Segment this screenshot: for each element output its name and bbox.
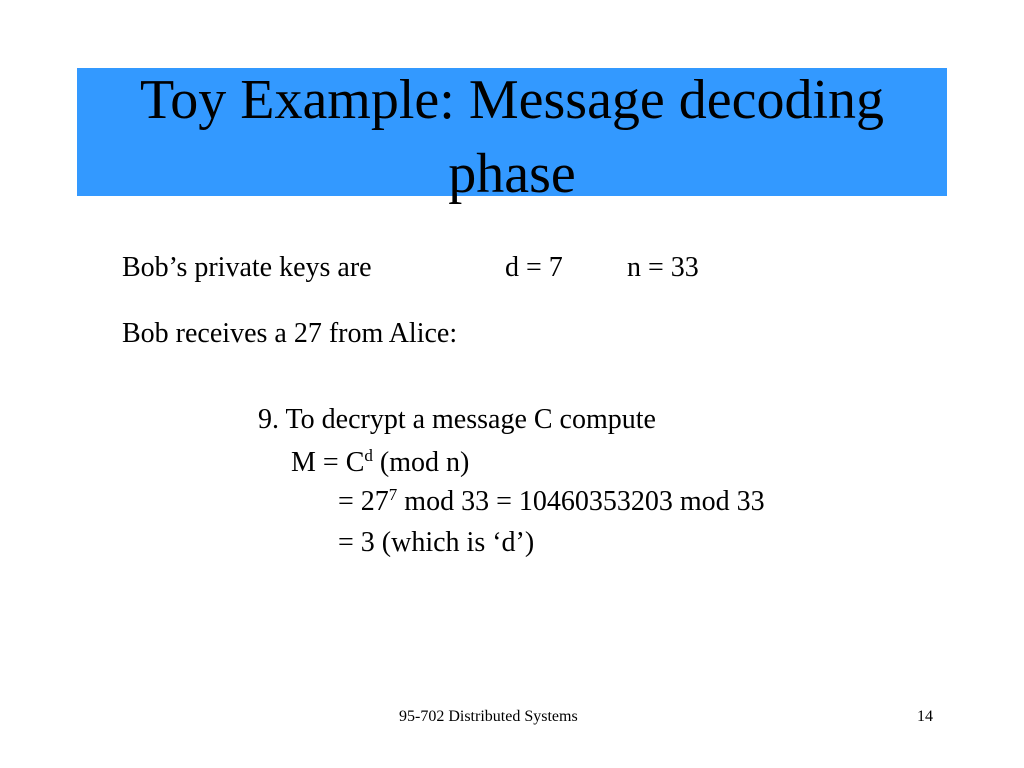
computation-exponent: 7 [388, 485, 398, 504]
decrypt-result: = 3 (which is ‘d’) [338, 527, 535, 558]
computation-base: = 27 [338, 486, 389, 517]
step-9-text: 9. To decrypt a message C compute [258, 404, 656, 435]
slide-title-line-2: phase [448, 143, 576, 205]
private-keys-label: Bob’s private keys are [122, 252, 372, 283]
decrypt-formula [291, 446, 469, 480]
formula-modulus: (mod n) [372, 447, 470, 478]
formula-exponent: d [364, 446, 373, 465]
computation-result: mod 33 = 10460353203 mod 33 [397, 486, 765, 517]
slide-title-line-1: Toy Example: Message decoding [139, 69, 885, 131]
footer-course: 95-702 Distributed Systems [399, 708, 578, 725]
key-n-value: n = 33 [627, 252, 699, 283]
key-d-value: d = 7 [505, 252, 563, 283]
receives-text: Bob receives a 27 from Alice: [122, 318, 458, 349]
footer-page-number: 14 [917, 708, 933, 725]
decrypt-computation [338, 485, 765, 519]
formula-base: M = C [291, 447, 365, 478]
